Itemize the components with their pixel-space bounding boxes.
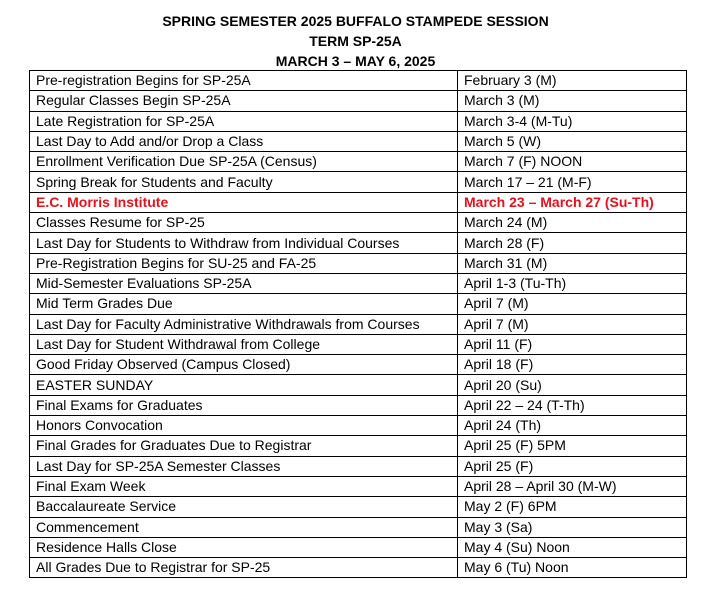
table-row [30,91,687,111]
date-cell: May 6 (Tu) Noon [458,558,687,578]
event-cell: Mid Term Grades Due [30,294,458,314]
table-row [30,71,687,91]
event-cell: All Grades Due to Registrar for SP-25 [30,558,458,578]
event-cell: Enrollment Verification Due SP-25A (Census) [30,152,458,172]
date-cell: April 11 (F) [458,334,687,354]
date-cell: April 1-3 (Tu-Th) [458,273,687,293]
date-range-label: MARCH 3 – MAY 6, 2025 [275,53,436,69]
table-row [30,416,687,436]
table-row [30,111,687,131]
event-cell: Good Friday Observed (Campus Closed) [30,355,458,375]
event-cell: Last Day for Students to Withdraw from Individual Courses [30,233,458,253]
date-cell: April 18 (F) [458,355,687,375]
table-row [30,558,687,578]
date-cell: May 2 (F) 6PM [458,497,687,517]
date-cell: May 4 (Su) Noon [458,537,687,557]
term-label: TERM SP-25A [309,33,402,49]
date-cell: April 24 (Th) [458,416,687,436]
date-cell: March 3 (M) [458,91,687,111]
table-row [30,375,687,395]
event-cell: Classes Resume for SP-25 [30,213,458,233]
date-cell: April 20 (Su) [458,375,687,395]
event-cell: Final Exam Week [30,476,458,496]
date-cell: March 31 (M) [458,253,687,273]
event-cell: Pre-Registration Begins for SU-25 and FA-25 [30,253,458,273]
event-cell: Commencement [30,517,458,537]
date-cell: March 23 – March 27 (Su-Th) [458,192,687,212]
table-row [30,355,687,375]
event-cell: Last Day for SP-25A Semester Classes [30,456,458,476]
table-row [30,395,687,415]
event-cell: Spring Break for Students and Faculty [30,172,458,192]
event-cell: Last Day for Faculty Administrative Withdrawals from Courses [30,314,458,334]
event-cell: Final Exams for Graduates [30,395,458,415]
event-cell: E.C. Morris Institute [30,192,458,212]
date-cell: March 3-4 (M-Tu) [458,111,687,131]
table-row [30,294,687,314]
date-cell: March 24 (M) [458,213,687,233]
event-cell: Regular Classes Begin SP-25A [30,91,458,111]
date-cell: March 28 (F) [458,233,687,253]
table-row [30,497,687,517]
table-row [30,131,687,151]
table-row [30,152,687,172]
date-cell: February 3 (M) [458,71,687,91]
event-cell: EASTER SUNDAY [30,375,458,395]
date-cell: May 3 (Sa) [458,517,687,537]
event-cell: Residence Halls Close [30,537,458,557]
date-cell: April 28 – April 30 (M-W) [458,476,687,496]
table-row [30,233,687,253]
event-cell: Final Grades for Graduates Due to Registrar [30,436,458,456]
academic-calendar-table [29,70,687,578]
date-cell: April 22 – 24 (T-Th) [458,395,687,415]
table-row-highlighted [30,192,687,212]
event-cell: Honors Convocation [30,416,458,436]
table-row [30,476,687,496]
date-cell: April 25 (F) [458,456,687,476]
event-cell: Mid-Semester Evaluations SP-25A [30,273,458,293]
table-row [30,517,687,537]
table-row [30,436,687,456]
table-row [30,253,687,273]
table-row [30,273,687,293]
date-cell: March 7 (F) NOON [458,152,687,172]
date-cell: March 5 (W) [458,131,687,151]
date-cell: April 25 (F) 5PM [458,436,687,456]
table-row [30,314,687,334]
calendar-title: SPRING SEMESTER 2025 BUFFALO STAMPEDE SESSION [162,13,549,29]
event-cell: Last Day to Add and/or Drop a Class [30,131,458,151]
date-cell: April 7 (M) [458,314,687,334]
event-cell: Pre-registration Begins for SP-25A [30,71,458,91]
table-row [30,537,687,557]
event-cell: Baccalaureate Service [30,497,458,517]
table-row [30,213,687,233]
date-cell: April 7 (M) [458,294,687,314]
table-row [30,172,687,192]
event-cell: Last Day for Student Withdrawal from College [30,334,458,354]
date-cell: March 17 – 21 (M-F) [458,172,687,192]
table-row [30,334,687,354]
table-row [30,456,687,476]
event-cell: Late Registration for SP-25A [30,111,458,131]
